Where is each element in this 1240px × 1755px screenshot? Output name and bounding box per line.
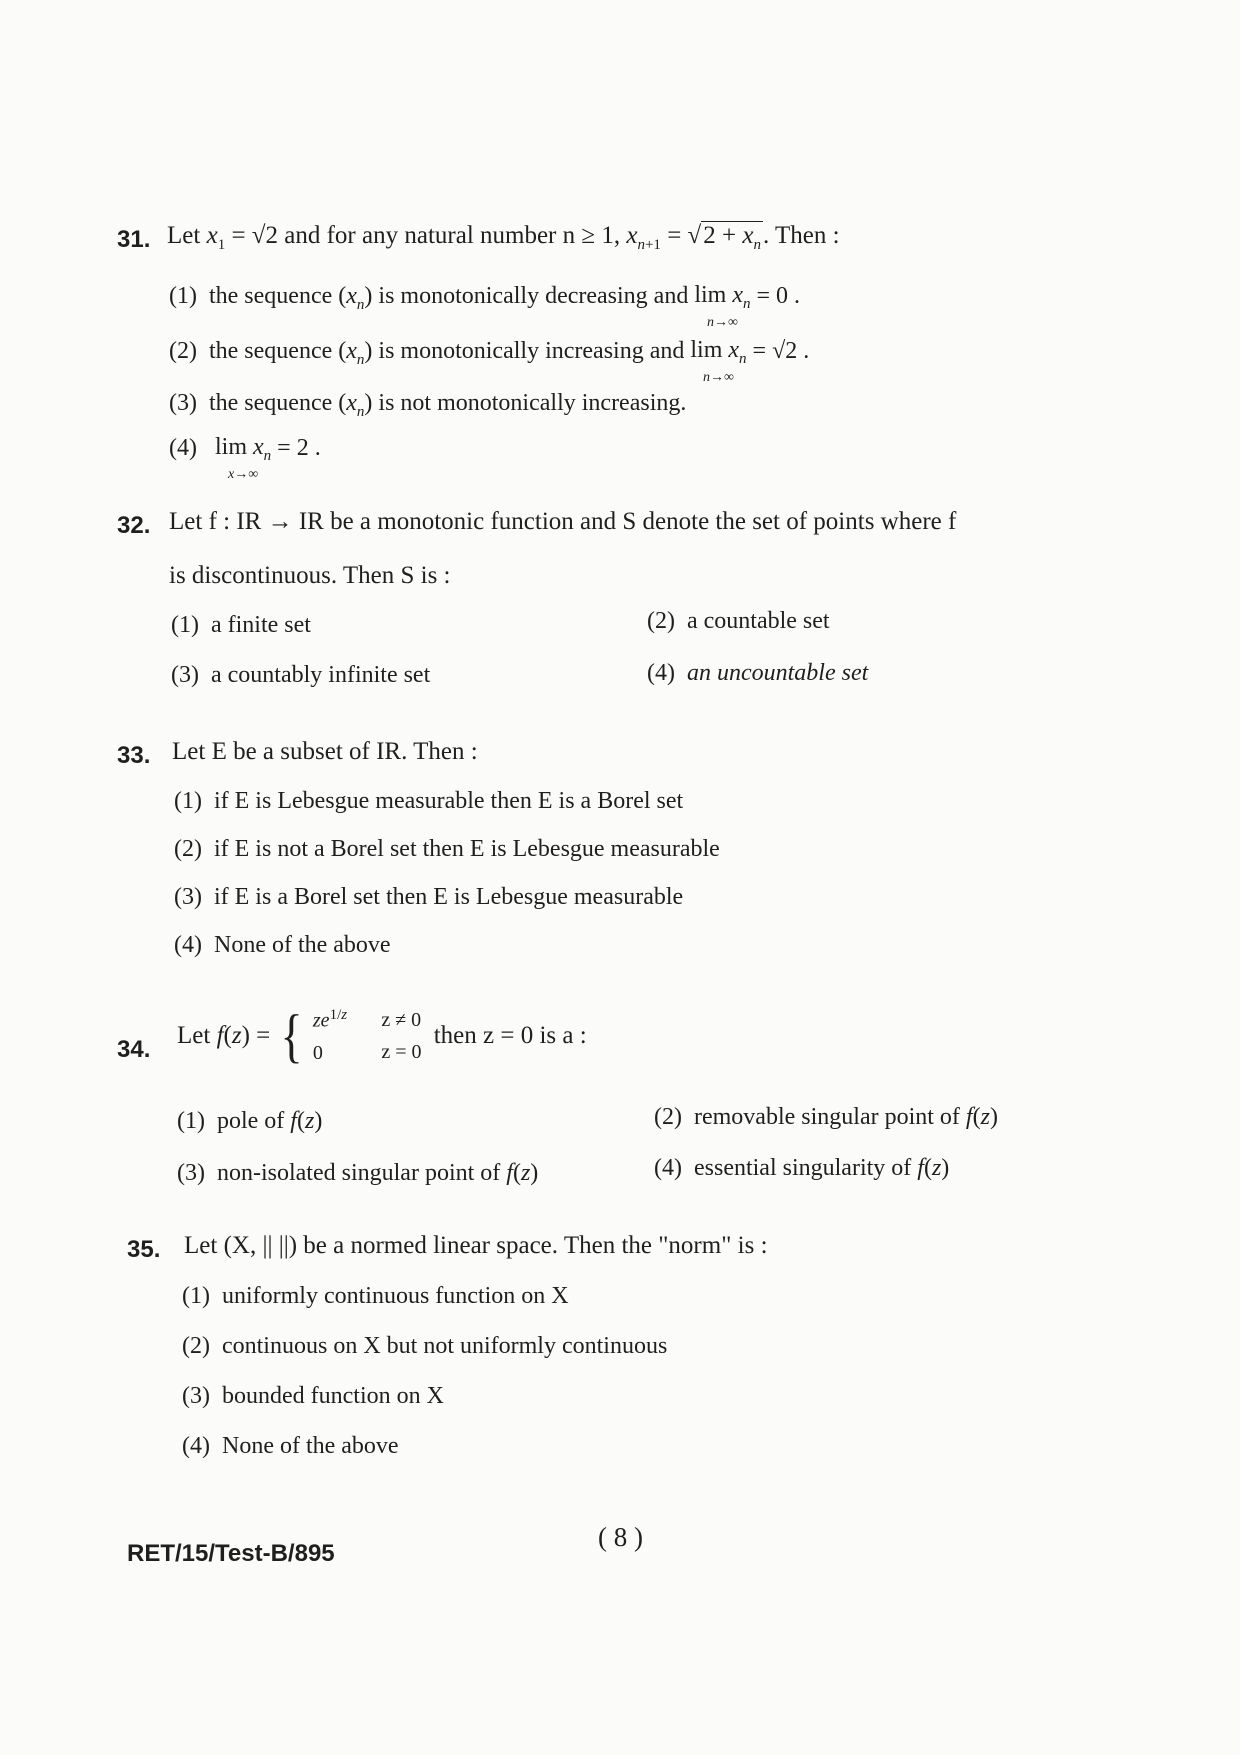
option-2: (2) a countable set — [647, 608, 830, 634]
option-1: (1) the sequence $(x_n)$ is monotonically decreasing and $\lim x_n$ n→∞ = 0 . — [169, 282, 801, 330]
question-stem: Let (X, || ||) be a normed linear space. Then the "norm" is : — [184, 1232, 768, 1259]
question-number: 32. — [117, 512, 151, 539]
question-stem-line-2: is discontinuous. Then S is : — [169, 562, 451, 589]
option-3: (3) non-isolated singular point of f(z) — [177, 1160, 539, 1186]
option-4: (4) $\lim x_n$ x→∞ = 2 . — [169, 434, 321, 482]
option-4: (4) None of the above — [174, 932, 391, 958]
option-2: (2) removable singular point of f(z) — [654, 1104, 998, 1130]
option-1: (1) pole of f(z) — [177, 1108, 323, 1134]
option-1: (1) uniformly continuous function on X — [182, 1283, 569, 1309]
question-stem: Let f(z) = { $ze^{1/z}$ 0 z ≠ 0 z = 0 then z = 0 is a : — [177, 1002, 587, 1069]
question-stem: Let E be a subset of IR. Then : — [172, 738, 478, 765]
option-3: (3) a countably infinite set — [171, 662, 431, 688]
test-code: RET/15/Test-B/895 — [127, 1540, 335, 1567]
option-3: (3) bounded function on X — [182, 1383, 444, 1409]
option-4: (4) an uncountable set — [647, 660, 869, 686]
question-number: 35. — [127, 1236, 161, 1263]
option-3: (3) if E is a Borel set then E is Lebesgue measurable — [174, 884, 684, 910]
question-stem-line-1: Let f : IR → IR be a monotonic function and S denote the set of points where f — [169, 508, 957, 535]
option-1: (1) if E is Lebesgue measurable then E is a Borel set — [174, 788, 684, 814]
option-2: (2) if E is not a Borel set then E is Lebesgue measurable — [174, 836, 720, 862]
option-2: (2) continuous on X but not uniformly continuous — [182, 1333, 668, 1359]
question-stem: Let $x_1 = √2$ and for any natural number n ≥ 1, $x_{n+1} = √2 + x_n$. Then : — [167, 222, 840, 253]
piecewise-conditions: z ≠ 0 z = 0 — [381, 1008, 422, 1063]
question-number: 31. — [117, 226, 151, 253]
option-4: (4) None of the above — [182, 1433, 399, 1459]
page-number: ( 8 ) — [598, 1522, 643, 1552]
option-2: (2) the sequence $(x_n)$ is monotonically increasing and $\lim x_n$ n→∞ = √2 . — [169, 337, 810, 385]
option-1: (1) a finite set — [171, 612, 311, 638]
piecewise-values: $ze^{1/z}$ 0 — [312, 1007, 348, 1064]
question-number: 34. — [117, 1036, 151, 1063]
option-3: (3) the sequence $(x_n)$ is not monotonically increasing. — [169, 390, 687, 420]
piecewise-brace: { — [280, 1002, 303, 1069]
question-number: 33. — [117, 742, 151, 769]
option-4: (4) essential singularity of f(z) — [654, 1155, 950, 1181]
